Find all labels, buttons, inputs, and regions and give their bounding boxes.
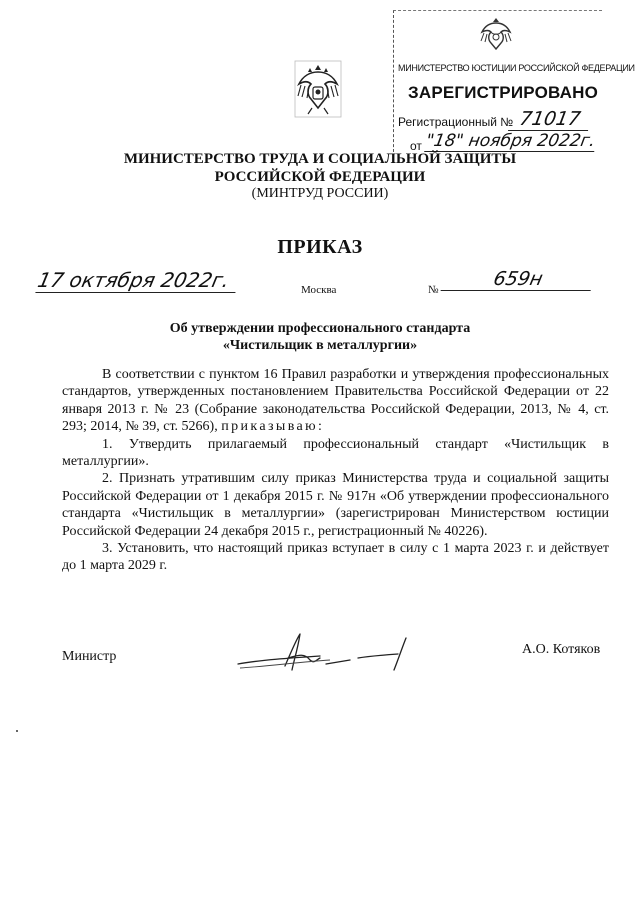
scan-speck — [16, 730, 18, 732]
stamp-registration-number: 71017 — [508, 108, 592, 131]
order-number-sign: № — [428, 284, 439, 296]
signatory-role: Министр — [62, 649, 117, 664]
stamp-eagle-icon — [479, 15, 513, 53]
registration-stamp — [393, 10, 635, 157]
stamp-registered-label: ЗАРЕГИСТРИРОВАНО — [408, 83, 599, 102]
ministry-name-line2: РОССИЙСКОЙ ФЕДЕРАЦИИ — [214, 169, 426, 185]
ministry-name-line1: МИНИСТЕРСТВО ТРУДА И СОЦИАЛЬНОЙ ЗАЩИТЫ — [123, 151, 517, 167]
order-subject-line2: «Чистильщик в металлургии» — [222, 338, 418, 353]
ministry-short-name: (МИНТРУД РОССИИ) — [251, 186, 389, 201]
preamble-text: В соответствии с пунктом 16 Правил разработки и утверждения профессиональных стандартов, утвержденных постановлением Правительства Российской Федерации от 22 января 2013 г. № 23 (Собрание законодательства Российской Федерации, 2013, № 4, ст. 293; 2014, № 39, ст. 5266), — [62, 367, 609, 435]
clause-3: 3. Установить, что настоящий приказ вступает в силу с 1 марта 2023 г. и действует до 1 марта 2029 г. — [62, 541, 609, 574]
stamp-registration-label: Регистрационный № — [398, 115, 514, 129]
order-city: Москва — [301, 284, 337, 296]
order-number: 659н — [441, 268, 596, 291]
order-body — [62, 366, 609, 575]
signatory-name: А.О. Котяков — [522, 642, 601, 657]
order-date: 17 октября 2022г. — [35, 268, 240, 293]
order-subject-line1: Об утверждении профессионального стандарта — [169, 321, 471, 336]
stamp-ministry-label: МИНИСТЕРСТВО ЮСТИЦИИ РОССИЙСКОЙ ФЕДЕРАЦИИ — [398, 63, 635, 73]
clause-2: 2. Признать утратившим силу приказ Министерства труда и социальной защиты Российской Федерации от 1 декабря 2015 г. № 917н «Об утверждении профессионального стандарта «Чистильщик в металлургии» (зарегистрирован Министерством юстиции Российской Федерации 24 декабря 2015 г., регистрационный № 40226). — [62, 471, 609, 539]
stamp-from-label: от — [410, 139, 422, 153]
coat-of-arms-icon — [294, 60, 342, 118]
clause-1: 1. Утвердить прилагаемый профессиональный стандарт «Чистильщик в металлургии». — [62, 436, 609, 470]
document-title: ПРИКАЗ — [277, 236, 363, 258]
order-directive: приказываю: — [221, 419, 325, 435]
handwritten-signature — [230, 630, 420, 674]
preamble-paragraph — [62, 366, 609, 436]
stamp-date: "18" ноября 2022г. — [424, 131, 597, 151]
